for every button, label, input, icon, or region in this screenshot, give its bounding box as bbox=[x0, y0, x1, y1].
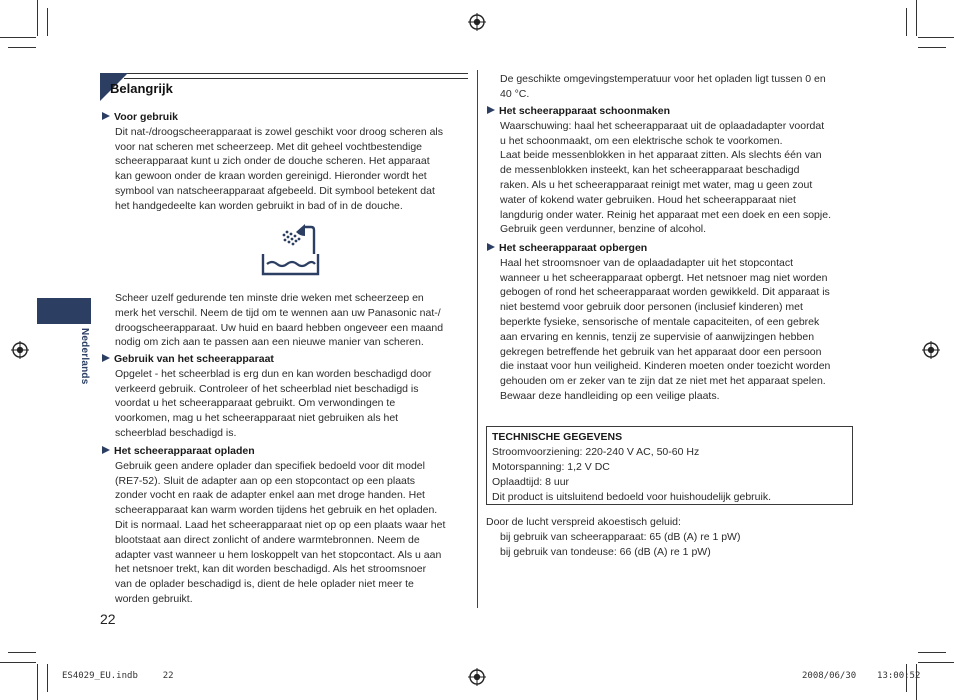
crop-mark bbox=[8, 652, 36, 653]
registration-mark-icon bbox=[468, 13, 486, 31]
crop-mark bbox=[906, 8, 907, 36]
page-title: Belangrijk bbox=[110, 81, 173, 96]
spec-line: Dit product is uitsluitend bedoeld voor huishoudelijk gebruik. bbox=[492, 491, 771, 503]
text-line: Gebruik geen verdunner, benzine of alcohol. bbox=[500, 223, 707, 236]
section-opladen bbox=[102, 444, 474, 607]
charging-temperature bbox=[500, 72, 860, 102]
text-line: Waarschuwing: haal het scheerapparaat uit de oplaadadapter voordat bbox=[500, 119, 825, 132]
spec-line: Motorspanning: 1,2 V DC bbox=[492, 461, 610, 473]
text-line: kan gewoon onder de kraan worden gereinigd. Hieronder wordt het bbox=[115, 170, 427, 183]
section-heading: Voor gebruik bbox=[102, 110, 472, 125]
spec-line: Stroomvoorziening: 220-240 V AC, 50-60 Hz bbox=[492, 446, 700, 458]
crop-mark bbox=[918, 662, 954, 663]
section-body bbox=[102, 459, 474, 607]
section-body bbox=[102, 125, 472, 214]
text-line: Bewaar deze handleiding op een veilige plaats. bbox=[500, 389, 720, 402]
crop-mark bbox=[8, 47, 36, 48]
technical-specs-box bbox=[486, 426, 853, 505]
text-line: gekregen betreffende het gebruik van het apparaat door een persoon bbox=[500, 345, 822, 358]
text-line: raken. Als u het scheerapparaat reinigt met water, mag u geen zout bbox=[500, 178, 813, 191]
section-gebruik bbox=[102, 352, 472, 441]
crop-mark bbox=[37, 0, 38, 36]
footer-time: 13:00:52 bbox=[877, 671, 921, 681]
page-number: 22 bbox=[100, 611, 116, 627]
language-tab bbox=[37, 298, 91, 324]
text-line: symbool van natscheerapparaat afgebeeld. Dit symbool betekent dat bbox=[115, 184, 435, 197]
registration-mark-icon bbox=[922, 341, 940, 359]
section-body bbox=[487, 256, 862, 404]
text-line: merk het verschil. Neem de tijd om te wennen aan uw Panasonic nat-/ bbox=[115, 306, 441, 319]
text-line: De geschikte omgevingstemperatuur voor het opladen ligt tussen 0 en bbox=[500, 73, 826, 85]
section-body bbox=[487, 119, 862, 237]
crop-mark bbox=[918, 652, 946, 653]
text-line: gebogen of rond het scheerapparaat worden gewikkeld. Dit apparaat is bbox=[500, 286, 830, 299]
footer-file-page: 22 bbox=[162, 671, 174, 681]
text-line: voorkomen, mag u het scheerapparaat niet gebruiken als het bbox=[115, 412, 399, 425]
text-line: gehouden om er zeker van te zijn dat ze niet met het apparaat spelen. bbox=[500, 375, 826, 388]
section-heading: Gebruik van het scheerapparaat bbox=[102, 352, 472, 367]
section-voor-gebruik-continued bbox=[115, 291, 475, 350]
registration-mark-icon bbox=[468, 668, 486, 686]
text-line: van de oplader beschadigd is, dient de hele oplader niet meer te bbox=[115, 578, 414, 591]
crop-mark bbox=[0, 37, 36, 38]
noise-values bbox=[486, 530, 856, 560]
text-line: blootstaat aan direct zonlicht of andere warmtebronnen. Neem de bbox=[115, 533, 420, 546]
crop-mark bbox=[916, 0, 917, 36]
text-line: voor nat scheren met scheerzeep. Met dit geheel vochtbestendige bbox=[115, 140, 423, 153]
arrow-bullet-icon bbox=[102, 354, 110, 362]
crop-mark bbox=[0, 662, 36, 663]
header-rule bbox=[124, 73, 468, 74]
text-line: scheerapparaat kunt u zich onder de douche scheren. Het apparaat bbox=[115, 155, 430, 168]
text-line: scheerblad beschadigd is. bbox=[115, 426, 237, 439]
text-line: bij gebruik van tondeuse: 66 (dB (A) re 1 pW) bbox=[500, 545, 711, 558]
acoustic-noise bbox=[486, 515, 856, 559]
text-line: droogscheerapparaat. Uw huid en baard hebben ongeveer een maand bbox=[115, 321, 444, 334]
footer-file bbox=[62, 671, 174, 681]
text-line: het netsnoer trekt, kan dit worden beschadigd. Als het stroomsnoer bbox=[115, 563, 427, 576]
text-line: Haal het stroomsnoer van de oplaadadapter uit het stopcontact bbox=[500, 256, 794, 269]
crop-mark bbox=[47, 8, 48, 36]
footer-date: 2008/06/30 bbox=[802, 671, 857, 681]
section-heading: Het scheerapparaat opladen bbox=[102, 444, 474, 459]
text-line: langdurig onder water. Reinig het apparaat met een doek en een sopje. bbox=[500, 208, 831, 221]
side-tab-text: Nederlands bbox=[79, 328, 90, 385]
text-line: verkeerd gebruik. Controleer of het scheerblad niet beschadigd is bbox=[115, 382, 419, 395]
section-heading: Het scheerapparaat schoonmaken bbox=[487, 104, 862, 119]
text-line: aan ervaring en kennis, tenzij ze supervisie of aanwijzingen hebben bbox=[500, 330, 815, 343]
arrow-bullet-icon bbox=[487, 243, 495, 251]
text-line: de messenblokken insteekt, kan het scheerapparaat beschadigd bbox=[500, 164, 800, 177]
text-line: het handgedeelte kan worden gebruikt in bad of in de douche. bbox=[115, 199, 403, 212]
text-line: nodig om zich aan te passen aan een nieuwe manier van scheren. bbox=[115, 336, 424, 349]
text-line: 40 °C. bbox=[500, 87, 530, 100]
arrow-bullet-icon bbox=[102, 446, 110, 454]
text-line: u het schoonmaakt, om een elektrische schok te voorkomen. bbox=[500, 134, 783, 147]
specs-heading: TECHNISCHE GEGEVENS bbox=[492, 431, 623, 443]
section-opbergen bbox=[487, 241, 862, 404]
crop-mark bbox=[918, 37, 954, 38]
text-line: bij gebruik van scheerapparaat: 65 (dB (A) re 1 pW) bbox=[500, 530, 741, 543]
column-divider bbox=[477, 70, 478, 608]
footer-timestamp bbox=[802, 671, 920, 681]
section-body bbox=[102, 367, 472, 441]
language-tab-label bbox=[76, 328, 90, 398]
text-line: voordat u het scheerapparaat gebruikt. Om verwondingen te bbox=[115, 397, 396, 410]
footer-filename: ES4029_EU.indb bbox=[62, 671, 138, 681]
text-line: Laat beide messenblokken in het apparaat zitten. Als slechts één van bbox=[500, 149, 822, 162]
text-line: Opgelet - het scheerblad is erg dun en kan worden beschadigd door bbox=[115, 367, 432, 380]
text-line: Dit nat-/droogscheerapparaat is zowel geschikt voor droog scheren als bbox=[115, 125, 444, 138]
crop-mark bbox=[37, 664, 38, 700]
text-line: Gebruik geen andere oplader dan specifiek bedoeld voor dit model bbox=[115, 459, 425, 472]
text-line: Dit is normaal. Laad het scheerapparaat niet op op een plaats waar het bbox=[115, 518, 446, 531]
crop-mark bbox=[918, 47, 946, 48]
text-line: (RE7-52). Sluit de adapter aan op een stopcontact op een plaats bbox=[115, 474, 416, 487]
crop-mark bbox=[47, 664, 48, 692]
text-line: adapter vast wanneer u hem loskoppelt van het stopcontact. Als u aan bbox=[115, 548, 442, 561]
text-line: water of kokend water gebruiken. Houd het scheerapparaat niet bbox=[500, 193, 796, 206]
arrow-bullet-icon bbox=[487, 106, 495, 114]
header-rule bbox=[124, 78, 468, 79]
text-line: worden gebruikt. bbox=[115, 592, 193, 605]
text-line: wanneer u het scheerapparaat opbergt. Het netsnoer mag niet worden bbox=[500, 271, 828, 284]
shower-bath-icon bbox=[258, 224, 324, 280]
text-line: Door de lucht verspreid akoestisch geluid: bbox=[486, 516, 681, 528]
text-line: Scheer uzelf gedurende ten minste drie weken met scheerzeep en bbox=[115, 292, 424, 304]
text-line: die instaat voor hun veiligheid. Kinderen moeten onder toezicht worden bbox=[500, 360, 831, 373]
spec-line: Oplaadtijd: 8 uur bbox=[492, 476, 570, 488]
section-schoonmaken bbox=[487, 104, 862, 237]
crop-mark bbox=[916, 664, 917, 700]
text-line: zonder vocht en raak de adapter enkel aan met droge handen. Het bbox=[115, 489, 425, 502]
section-voor-gebruik bbox=[102, 110, 472, 214]
section-heading: Het scheerapparaat opbergen bbox=[487, 241, 862, 256]
arrow-bullet-icon bbox=[102, 112, 110, 120]
text-line: niet bestemd voor gebruik door personen (inclusief kinderen) met bbox=[500, 301, 803, 314]
text-line: beperkte fysieke, sensorische of mentale capaciteiten, of een gebrek bbox=[500, 315, 820, 328]
text-line: scheerapparaat kan warm worden tijdens het gebruik en het opladen. bbox=[115, 504, 438, 517]
registration-mark-icon bbox=[11, 341, 29, 359]
